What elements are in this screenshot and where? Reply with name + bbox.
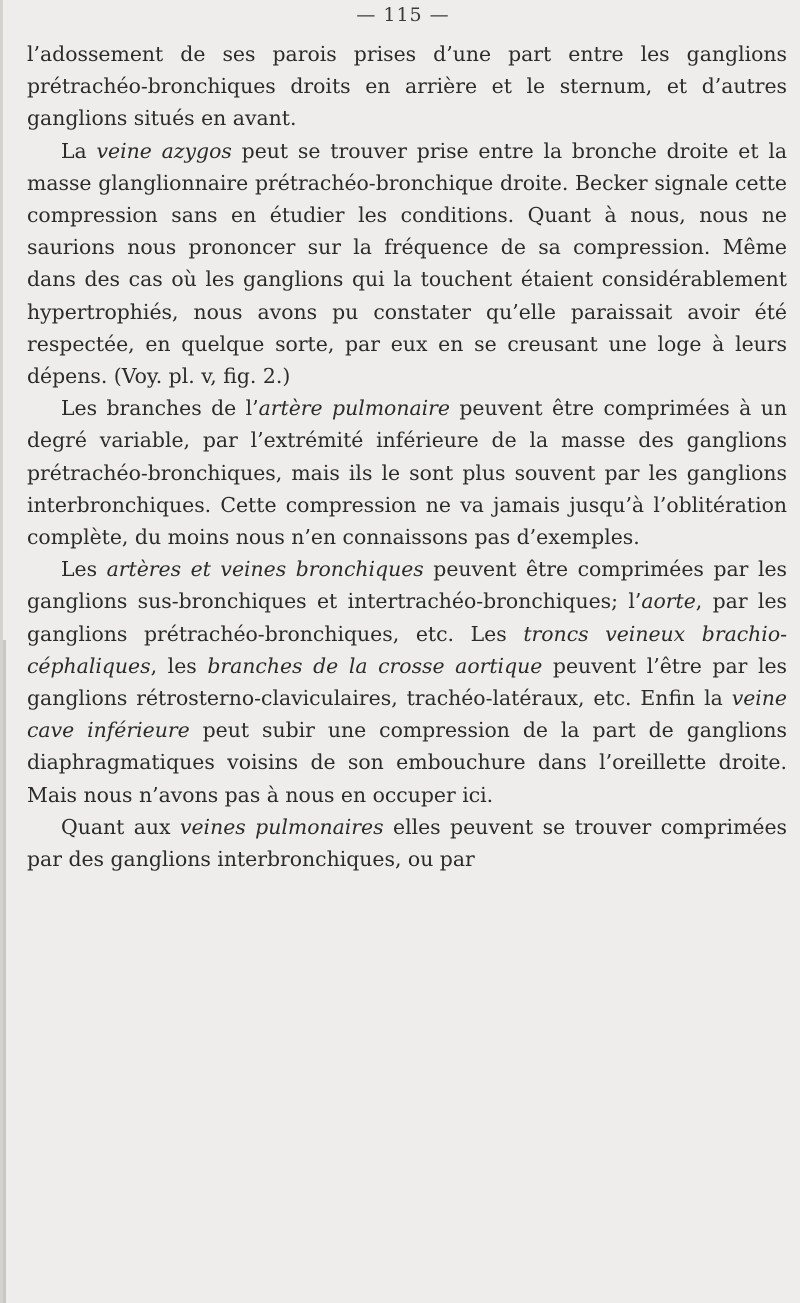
text-segment: Les branches de l’ — [61, 396, 259, 421]
italic-term-crosse-aortique: branches de la crosse aortique — [207, 653, 543, 678]
body-text — [27, 38, 787, 875]
text-segment: La — [61, 138, 97, 163]
paragraph-4 — [27, 553, 787, 811]
paragraph-5 — [27, 811, 787, 875]
text-segment: peuvent être comprimées par les ganglions sus-bronchiques et intertrachéo-bronchiques; l’ — [27, 557, 787, 614]
text-segment: elles peuvent se trouver comprimées par des ganglions interbronchiques, ou par — [27, 814, 787, 872]
text-segment: peut se trouver prise entre la bronche droite et la masse glanglionnaire prétrachéo-bronchique droite. Becker signale cette compression sans en étudier les conditions. Quant à nous, nous ne saurions nous prononcer sur la fréquence de sa compression. Même dans des cas où les ganglions qui la touchent étaient considérablement hypertrophiés, nous avons pu constater qu’elle paraissait avoir été respectée, en quelque sorte, par eux en se creusant une loge à leurs dépens. (Voy. pl. v, fig. 2.) — [27, 138, 787, 389]
italic-term-aorte: aorte — [641, 589, 696, 614]
text-segment: peuvent être comprimées à un degré variable, par l’extrémité inférieure de la masse des ganglions prétrachéo-bronchiques, mais ils le sont plus souvent par les ganglions interbronchiques. Cette compression ne va jamais jusqu’à l’oblitération complète, du moins nous n’en connaissons pas d’exemples. — [27, 396, 787, 550]
italic-term-veine-azygos: veine azygos — [96, 138, 232, 163]
italic-term-veine-cave: veine cave inférieure — [27, 686, 787, 743]
text-segment: Quant aux — [61, 814, 180, 839]
text-segment: peut subir une compression de la part de ganglions diaphragmatiques voisins de son embouchure dans l’oreillette droite. Mais nous n’avons pas à nous en occuper ici. — [27, 718, 788, 807]
text-segment: , les — [150, 653, 208, 678]
text-segment: l’adossement de ses parois prises d’une part entre les ganglions prétrachéo-bronchiques droits en arrière et le sternum, et d’autres ganglions situés en avant. — [27, 42, 787, 131]
italic-term-troncs-veineux: troncs veineux brachio-céphaliques — [27, 621, 787, 678]
paragraph-3 — [27, 392, 787, 553]
text-segment: Les — [61, 557, 107, 582]
italic-term-arteres-veines-bronchiques: artères et veines bronchiques — [106, 557, 424, 582]
binding-edge — [3, 640, 6, 1303]
text-segment: , par les ganglions prétrachéo-bronchiques, etc. Les — [27, 589, 787, 646]
page-number: — 115 — — [356, 4, 450, 26]
paragraph-2 — [27, 135, 787, 393]
paragraph-1 — [27, 38, 787, 135]
italic-term-artere-pulmonaire: artère pulmonaire — [258, 396, 450, 421]
italic-term-veines-pulmonaires: veines pulmonaires — [179, 814, 384, 839]
text-segment: peuvent l’être par les ganglions rétrosterno-claviculaires, trachéo-latéraux, etc. Enfin la — [27, 653, 788, 711]
